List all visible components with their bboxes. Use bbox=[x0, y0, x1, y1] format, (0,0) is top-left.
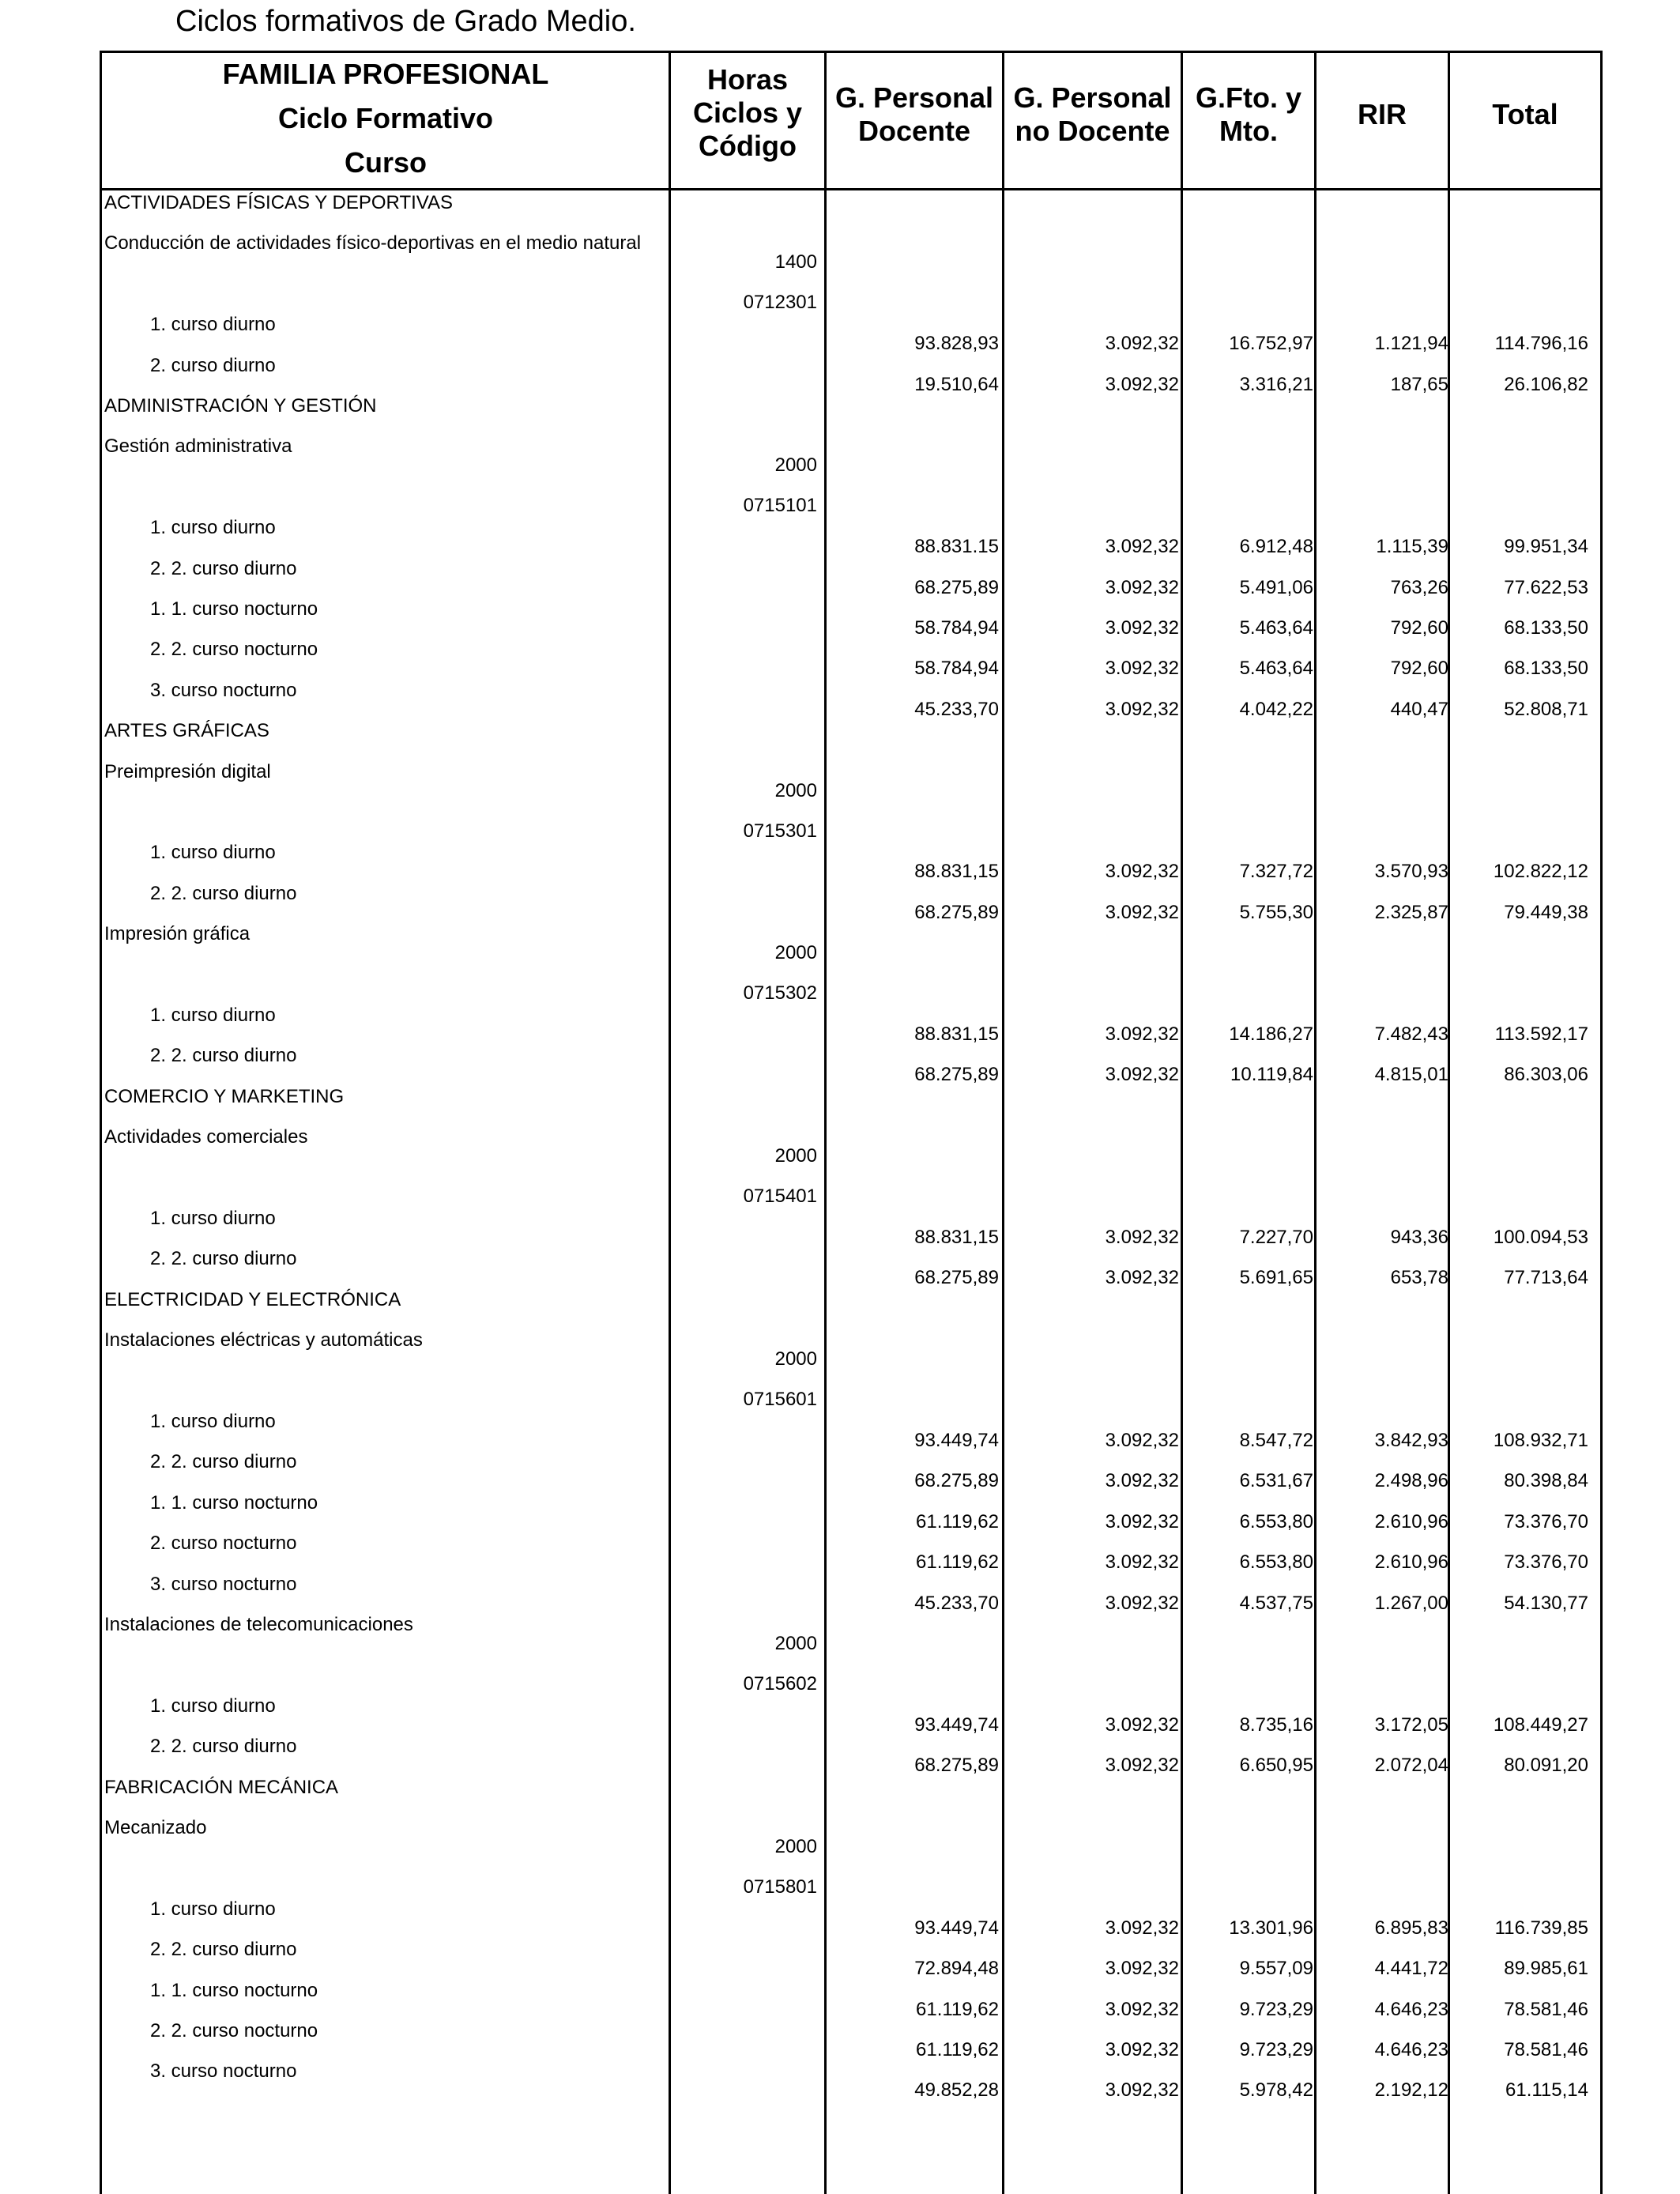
header-line: Código bbox=[699, 130, 797, 162]
course-label: 1. curso diurno bbox=[150, 517, 276, 539]
family-label: ACTIVIDADES FÍSICAS Y DEPORTIVAS bbox=[104, 192, 454, 213]
cycle-code: 0715301 bbox=[743, 820, 817, 842]
course-label: 2. 2. curso diurno bbox=[150, 1939, 297, 1961]
course-value: 3.092,32 bbox=[1105, 1510, 1179, 1532]
course-value: 3.092,32 bbox=[1105, 617, 1179, 639]
header-rir bbox=[1317, 98, 1448, 131]
course-value: 14.186,27 bbox=[1229, 1023, 1313, 1045]
cycle-code: 0715401 bbox=[743, 1186, 817, 1208]
course-value: 73.376,70 bbox=[1504, 1510, 1588, 1532]
header-line: G.Fto. y bbox=[1196, 81, 1301, 114]
course-value: 8.547,72 bbox=[1239, 1430, 1313, 1451]
course-value: 3.092,32 bbox=[1105, 2079, 1179, 2102]
course-value: 7.482,43 bbox=[1374, 1023, 1448, 1045]
course-value: 792,60 bbox=[1390, 658, 1448, 680]
course-value: 1.115,39 bbox=[1376, 536, 1448, 558]
course-value: 3.092,32 bbox=[1105, 1917, 1179, 1939]
header-line: FAMILIA PROFESIONAL bbox=[222, 58, 549, 90]
course-value: 2.610,96 bbox=[1374, 1510, 1448, 1532]
course-value: 3.092,32 bbox=[1105, 1755, 1179, 1777]
header-line: Curso bbox=[344, 146, 427, 179]
family-label: ADMINISTRACIÓN Y GESTIÓN bbox=[104, 395, 377, 417]
course-value: 1.267,00 bbox=[1374, 1592, 1448, 1614]
course-label: 1. curso diurno bbox=[150, 1005, 276, 1026]
course-value: 5.463,64 bbox=[1239, 617, 1313, 639]
course-value: 1.121,94 bbox=[1374, 333, 1448, 355]
course-value: 61.119,62 bbox=[916, 1998, 999, 2020]
course-value: 58.784,94 bbox=[914, 617, 999, 639]
course-value: 88.831,15 bbox=[914, 861, 999, 883]
course-value: 4.042,22 bbox=[1239, 698, 1313, 720]
course-value: 6.895,83 bbox=[1374, 1917, 1448, 1939]
course-value: 3.316,21 bbox=[1239, 373, 1313, 395]
course-value: 68.275,89 bbox=[914, 1755, 999, 1777]
header-line: Total bbox=[1492, 98, 1558, 130]
course-label: 1. curso diurno bbox=[150, 1208, 276, 1229]
family-label: FABRICACIÓN MECÁNICA bbox=[104, 1776, 339, 1798]
cycle-hours: 2000 bbox=[774, 779, 817, 801]
course-label: 2. curso nocturno bbox=[150, 1532, 297, 1555]
column-divider bbox=[669, 51, 671, 2194]
course-value: 80.398,84 bbox=[1504, 1470, 1588, 1492]
header-personal-docente bbox=[827, 81, 1002, 148]
course-value: 10.119,84 bbox=[1230, 1064, 1313, 1086]
cycle-hours: 2000 bbox=[774, 1836, 817, 1857]
course-value: 93.828,93 bbox=[914, 333, 999, 355]
page-title: Ciclos formativos de Grado Medio. bbox=[175, 5, 636, 38]
course-value: 73.376,70 bbox=[1504, 1551, 1588, 1574]
course-value: 108.932,71 bbox=[1493, 1430, 1588, 1451]
course-value: 58.784,94 bbox=[914, 658, 999, 680]
course-value: 8.735,16 bbox=[1239, 1713, 1313, 1736]
cycle-hours: 2000 bbox=[774, 1633, 817, 1654]
course-value: 52.808,71 bbox=[1504, 698, 1588, 720]
course-value: 3.092,32 bbox=[1105, 333, 1179, 355]
course-label: 2. 2. curso nocturno bbox=[150, 639, 318, 661]
course-value: 3.092,32 bbox=[1105, 1470, 1179, 1492]
course-value: 3.092,32 bbox=[1105, 1998, 1179, 2020]
course-value: 3.092,32 bbox=[1105, 1713, 1179, 1736]
course-label: 1. curso diurno bbox=[150, 1898, 276, 1920]
course-value: 3.092,32 bbox=[1105, 1592, 1179, 1614]
course-value: 61.115,14 bbox=[1505, 2079, 1588, 2102]
course-label: 2. 2. curso diurno bbox=[150, 882, 297, 904]
column-divider bbox=[1181, 51, 1183, 2194]
course-value: 3.092,32 bbox=[1105, 1430, 1179, 1451]
course-value: 61.119,62 bbox=[916, 1551, 999, 1574]
header-horas bbox=[671, 63, 824, 163]
header-line: G. Personal bbox=[834, 81, 994, 114]
course-value: 16.752,97 bbox=[1229, 333, 1313, 355]
cycle-code: 0715601 bbox=[743, 1389, 817, 1411]
course-value: 100.094,53 bbox=[1493, 1227, 1588, 1248]
course-value: 78.581,46 bbox=[1504, 2039, 1588, 2060]
course-value: 3.092,32 bbox=[1105, 2039, 1179, 2060]
course-value: 86.303,06 bbox=[1504, 1064, 1588, 1086]
course-value: 93.449,74 bbox=[914, 1430, 999, 1451]
course-value: 2.325,87 bbox=[1374, 901, 1448, 923]
column-divider bbox=[1314, 51, 1317, 2194]
course-value: 114.796,16 bbox=[1494, 333, 1588, 355]
course-value: 68.275,89 bbox=[914, 901, 999, 923]
cycle-label: Conducción de actividades físico-deportivas en el medio natural bbox=[104, 232, 642, 254]
course-value: 3.092,32 bbox=[1105, 901, 1179, 923]
course-value: 6.553,80 bbox=[1239, 1551, 1313, 1574]
course-value: 2.610,96 bbox=[1374, 1551, 1448, 1574]
course-value: 5.491,06 bbox=[1239, 576, 1313, 598]
course-value: 4.815,01 bbox=[1374, 1064, 1448, 1086]
budget-table bbox=[100, 51, 1603, 2194]
course-value: 5.755,30 bbox=[1239, 901, 1313, 923]
course-value: 9.557,09 bbox=[1239, 1958, 1313, 1980]
header-line: RIR bbox=[1358, 98, 1407, 130]
family-label: COMERCIO Y MARKETING bbox=[104, 1085, 345, 1107]
header-line: Horas bbox=[706, 63, 789, 96]
header-line: no Docente bbox=[1015, 115, 1170, 147]
course-value: 763,26 bbox=[1390, 576, 1448, 598]
cycle-label: Actividades comerciales bbox=[104, 1126, 308, 1148]
course-label: 1. curso diurno bbox=[150, 1695, 276, 1717]
course-label: 2. 2. curso diurno bbox=[150, 1045, 297, 1067]
course-value: 45.233,70 bbox=[914, 1592, 999, 1614]
course-value: 89.985,61 bbox=[1504, 1958, 1588, 1980]
cycle-label: Mecanizado bbox=[104, 1817, 207, 1838]
cycle-label: Preimpresión digital bbox=[104, 760, 271, 782]
course-value: 93.449,74 bbox=[914, 1917, 999, 1939]
course-value: 77.713,64 bbox=[1504, 1267, 1588, 1289]
cycle-hours: 2000 bbox=[774, 454, 817, 477]
course-value: 72.894,48 bbox=[914, 1958, 999, 1980]
family-label: ELECTRICIDAD Y ELECTRÓNICA bbox=[104, 1288, 401, 1310]
course-value: 3.092,32 bbox=[1105, 536, 1179, 558]
course-label: 2. 2. curso diurno bbox=[150, 1248, 297, 1270]
cycle-label: Gestión administrativa bbox=[104, 435, 292, 458]
course-value: 68.275,89 bbox=[914, 1267, 999, 1289]
course-value: 3.092,32 bbox=[1105, 861, 1179, 883]
course-value: 93.449,74 bbox=[914, 1713, 999, 1736]
course-value: 77.622,53 bbox=[1504, 576, 1588, 598]
course-value: 19.510,64 bbox=[914, 373, 999, 395]
course-value: 99.951,34 bbox=[1504, 536, 1588, 558]
course-value: 113.592,17 bbox=[1494, 1023, 1588, 1045]
course-label: 3. curso nocturno bbox=[150, 1573, 297, 1595]
cycle-hours: 1400 bbox=[774, 251, 817, 273]
course-value: 68.133,50 bbox=[1504, 658, 1588, 680]
course-value: 5.463,64 bbox=[1239, 658, 1313, 680]
course-value: 3.092,32 bbox=[1105, 576, 1179, 598]
header-gfto-mto bbox=[1183, 81, 1314, 148]
course-value: 7.227,70 bbox=[1239, 1227, 1313, 1248]
course-value: 108.449,27 bbox=[1493, 1713, 1588, 1736]
course-label: 1. 1. curso nocturno bbox=[150, 1491, 318, 1514]
course-label: 2. 2. curso diurno bbox=[150, 557, 297, 579]
course-label: 2. curso diurno bbox=[150, 354, 276, 376]
course-value: 79.449,38 bbox=[1504, 901, 1588, 923]
header-line: Docente bbox=[857, 115, 971, 147]
course-value: 653,78 bbox=[1390, 1267, 1448, 1289]
course-label: 1. curso diurno bbox=[150, 1411, 276, 1432]
course-value: 792,60 bbox=[1390, 617, 1448, 639]
course-value: 6.912,48 bbox=[1239, 536, 1313, 558]
course-value: 3.092,32 bbox=[1105, 373, 1179, 395]
course-label: 3. curso nocturno bbox=[150, 2060, 297, 2083]
course-value: 6.553,80 bbox=[1239, 1510, 1313, 1532]
family-label: ARTES GRÁFICAS bbox=[104, 720, 269, 742]
course-value: 68.133,50 bbox=[1504, 617, 1588, 639]
course-value: 3.092,32 bbox=[1105, 1023, 1179, 1045]
course-value: 54.130,77 bbox=[1504, 1592, 1588, 1614]
course-value: 88.831,15 bbox=[914, 1227, 999, 1248]
course-value: 3.092,32 bbox=[1105, 1064, 1179, 1086]
course-label: 2. 2. curso diurno bbox=[150, 1451, 297, 1473]
header-line: Ciclos y bbox=[692, 96, 803, 129]
cycle-code: 0715302 bbox=[743, 982, 817, 1005]
course-value: 6.650,95 bbox=[1239, 1755, 1313, 1777]
course-value: 116.739,85 bbox=[1494, 1917, 1588, 1939]
course-value: 9.723,29 bbox=[1239, 1998, 1313, 2020]
course-value: 2.192,12 bbox=[1374, 2079, 1448, 2102]
course-value: 3.092,32 bbox=[1105, 1958, 1179, 1980]
header-line: Mto. bbox=[1219, 115, 1278, 147]
course-value: 80.091,20 bbox=[1504, 1755, 1588, 1777]
cycle-hours: 2000 bbox=[774, 942, 817, 964]
course-label: 3. curso nocturno bbox=[150, 679, 297, 701]
course-value: 88.831.15 bbox=[914, 536, 999, 558]
course-value: 440,47 bbox=[1390, 698, 1448, 720]
course-value: 3.092,32 bbox=[1105, 1551, 1179, 1574]
header-familia-profesional bbox=[103, 52, 669, 185]
cycle-label: Instalaciones eléctricas y automáticas bbox=[104, 1329, 423, 1351]
course-value: 49.852,28 bbox=[914, 2079, 999, 2102]
course-label: 1. 1. curso nocturno bbox=[150, 1979, 318, 2001]
course-value: 4.646,23 bbox=[1374, 2039, 1448, 2060]
cycle-code: 0715602 bbox=[743, 1673, 817, 1695]
course-value: 9.723,29 bbox=[1239, 2039, 1313, 2060]
course-label: 1. curso diurno bbox=[150, 842, 276, 864]
course-value: 78.581,46 bbox=[1504, 1998, 1588, 2020]
course-value: 3.570,93 bbox=[1374, 861, 1448, 883]
course-value: 3.092,32 bbox=[1105, 1227, 1179, 1248]
column-divider bbox=[1002, 51, 1004, 2194]
cycle-code: 0712301 bbox=[743, 292, 817, 314]
header-personal-no-docente bbox=[1004, 81, 1181, 148]
cycle-code: 0715801 bbox=[743, 1876, 817, 1898]
column-divider bbox=[824, 51, 827, 2194]
cycle-label: Instalaciones de telecomunicaciones bbox=[104, 1614, 413, 1635]
course-label: 2. 2. curso diurno bbox=[150, 1736, 297, 1758]
course-value: 61.119,62 bbox=[916, 1510, 999, 1532]
course-value: 2.498,96 bbox=[1374, 1470, 1448, 1492]
course-value: 61.119,62 bbox=[916, 2039, 999, 2060]
cycle-code: 0715101 bbox=[743, 495, 817, 517]
course-value: 5.978,42 bbox=[1239, 2079, 1313, 2102]
cycle-label: Impresión gráfica bbox=[104, 923, 250, 945]
course-value: 6.531,67 bbox=[1239, 1470, 1313, 1492]
course-value: 3.172,05 bbox=[1374, 1713, 1448, 1736]
course-value: 88.831,15 bbox=[914, 1023, 999, 1045]
header-line: Ciclo Formativo bbox=[277, 102, 494, 134]
course-value: 3.092,32 bbox=[1105, 698, 1179, 720]
course-value: 68.275,89 bbox=[914, 1470, 999, 1492]
course-value: 5.691,65 bbox=[1239, 1267, 1313, 1289]
course-label: 1. 1. curso nocturno bbox=[150, 598, 318, 620]
course-value: 187,65 bbox=[1390, 373, 1448, 395]
course-value: 2.072,04 bbox=[1374, 1755, 1448, 1777]
course-value: 7.327,72 bbox=[1239, 861, 1313, 883]
header-divider bbox=[100, 188, 1603, 190]
course-value: 3.092,32 bbox=[1105, 658, 1179, 680]
course-value: 68.275,89 bbox=[914, 1064, 999, 1086]
course-value: 3.092,32 bbox=[1105, 1267, 1179, 1289]
header-line: G. Personal bbox=[1013, 81, 1172, 114]
column-divider bbox=[1448, 51, 1450, 2194]
course-value: 4.441,72 bbox=[1374, 1958, 1448, 1980]
cycle-hours: 2000 bbox=[774, 1145, 817, 1167]
course-value: 68.275,89 bbox=[914, 576, 999, 598]
course-value: 4.646,23 bbox=[1374, 1998, 1448, 2020]
course-value: 3.842,93 bbox=[1374, 1430, 1448, 1451]
course-value: 4.537,75 bbox=[1239, 1592, 1313, 1614]
course-label: 1. curso diurno bbox=[150, 314, 276, 336]
course-value: 102.822,12 bbox=[1493, 861, 1588, 883]
header-total bbox=[1450, 98, 1600, 131]
course-value: 45.233,70 bbox=[914, 698, 999, 720]
course-value: 13.301,96 bbox=[1229, 1917, 1313, 1939]
course-value: 26.106,82 bbox=[1504, 373, 1588, 395]
course-label: 2. 2. curso nocturno bbox=[150, 2020, 318, 2041]
course-value: 943,36 bbox=[1390, 1227, 1448, 1248]
cycle-hours: 2000 bbox=[774, 1348, 817, 1370]
